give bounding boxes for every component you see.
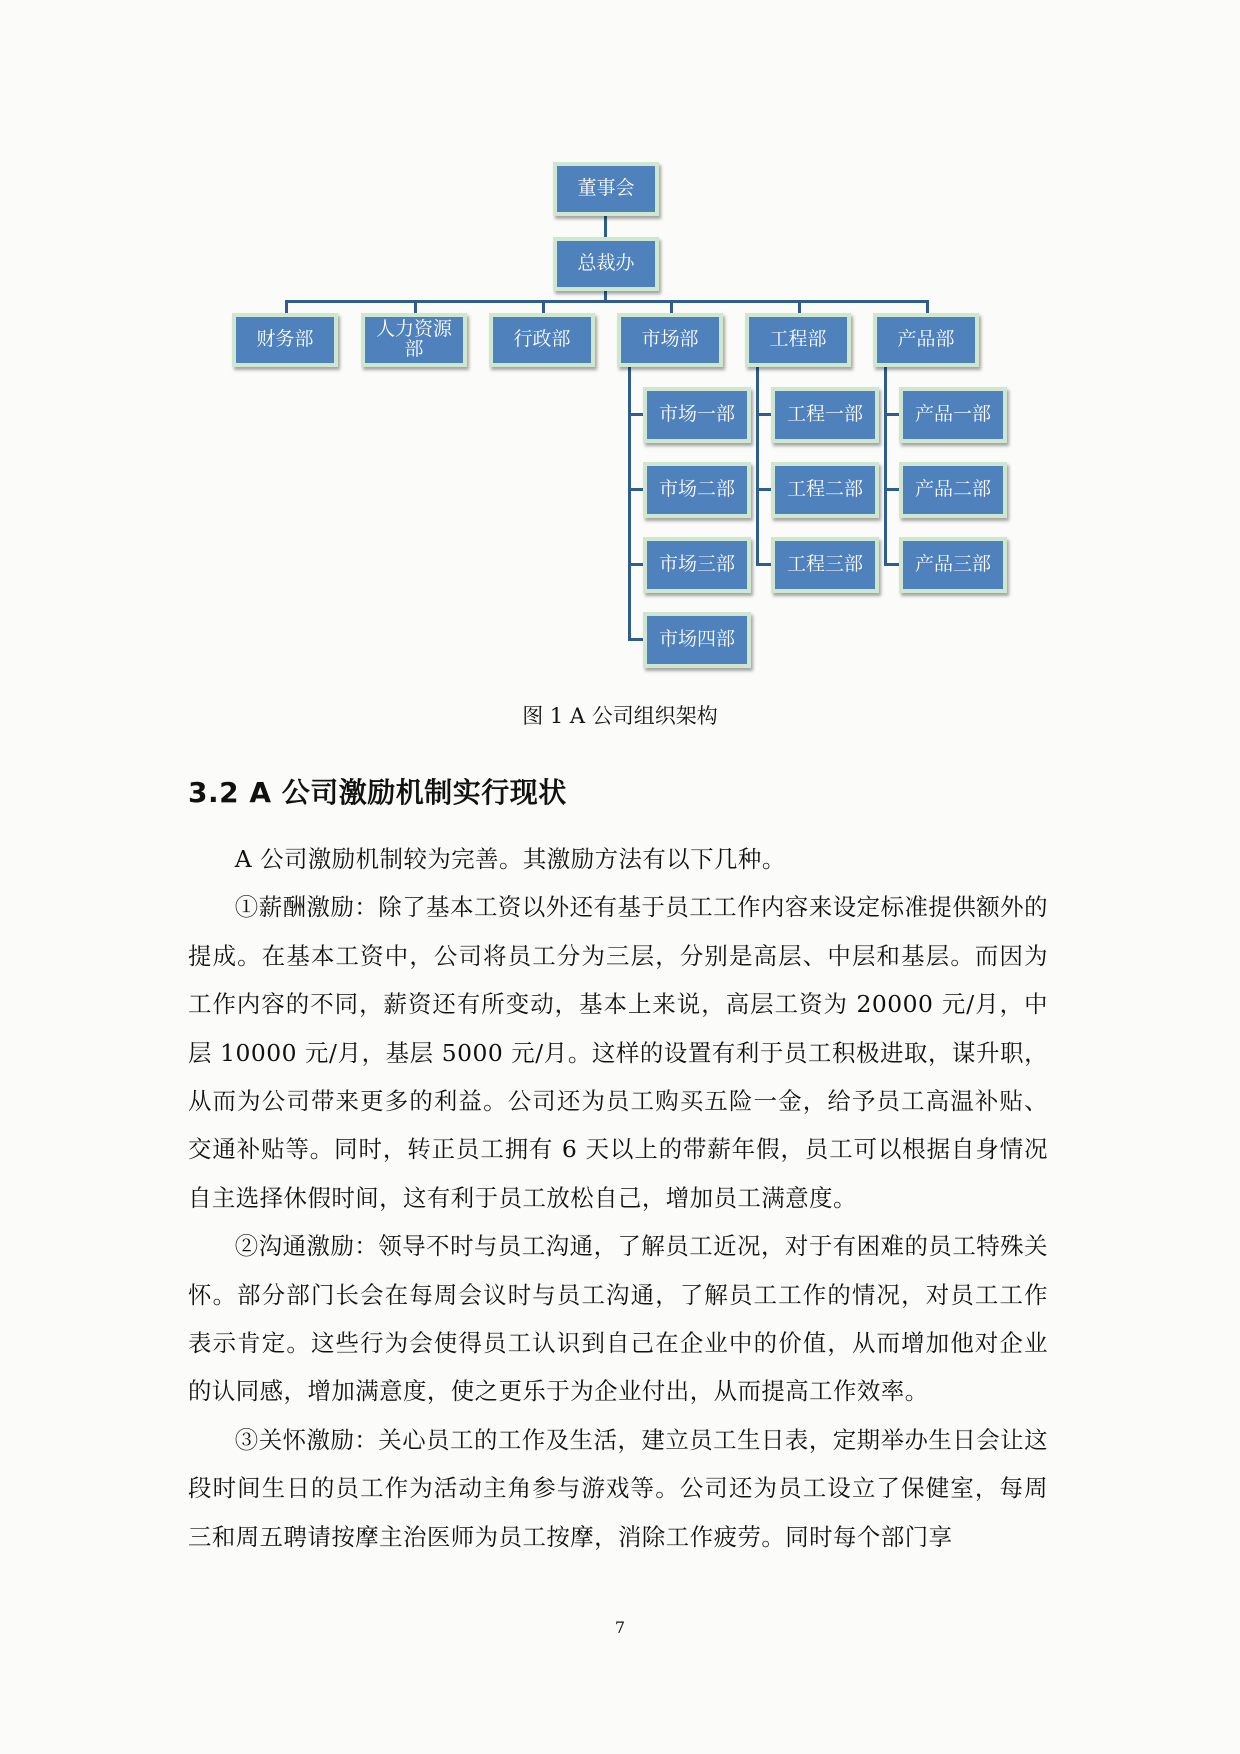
connector-line: [285, 300, 288, 314]
org-box-subdepartment: 工程三部: [771, 537, 879, 593]
connector-line: [604, 215, 607, 237]
org-box-department: 工程部: [745, 313, 851, 367]
connector-line: [285, 300, 929, 303]
connector-line: [884, 365, 887, 565]
connector-line: [628, 413, 644, 416]
org-box-board: 董事会: [553, 162, 659, 216]
connector-line: [926, 300, 929, 314]
org-box-subdepartment: 产品一部: [899, 387, 1007, 443]
paragraph: ③关怀激励：关心员工的工作及生活，建立员工生日表，定期举办生日会让这段时间生日的员工作为活动主角参与游戏等。公司还为员工设立了保健室，每周三和周五聘请按摩主治医师为员工按摩，消除工作疲劳。同时每个部门享: [188, 1425, 1048, 1551]
page-number: 7: [614, 1618, 626, 1637]
org-chart: [0, 0, 1240, 680]
paragraph: A 公司激励机制较为完善。其激励方法有以下几种。: [234, 845, 786, 873]
org-box-subdepartment: 产品二部: [899, 462, 1007, 518]
org-box-department: 人力资源部: [361, 313, 467, 367]
org-box-subdepartment: 工程二部: [771, 462, 879, 518]
connector-line: [884, 563, 900, 566]
connector-line: [798, 300, 801, 314]
org-box-subdepartment: 市场一部: [643, 387, 751, 443]
org-box-subdepartment: 工程一部: [771, 387, 879, 443]
connector-line: [756, 488, 772, 491]
org-box-department: 财务部: [232, 313, 338, 367]
connector-line: [628, 563, 644, 566]
figure-caption: 图 1 A 公司组织架构: [522, 704, 718, 728]
connector-line: [756, 365, 759, 565]
org-box-department: 产品部: [873, 313, 979, 367]
body-text: [188, 835, 1048, 1561]
org-box-department: 行政部: [489, 313, 595, 367]
connector-line: [628, 638, 644, 641]
section-heading: 3.2 A 公司激励机制实行现状: [188, 776, 567, 809]
connector-line: [542, 300, 545, 314]
connector-line: [756, 563, 772, 566]
connector-line: [628, 365, 631, 639]
org-box-subdepartment: 市场二部: [643, 462, 751, 518]
connector-line: [756, 413, 772, 416]
connector-line: [414, 300, 417, 314]
org-box-subdepartment: 产品三部: [899, 537, 1007, 593]
connector-line: [670, 300, 673, 314]
org-box-subdepartment: 市场三部: [643, 537, 751, 593]
connector-line: [628, 488, 644, 491]
paragraph: ①薪酬激励：除了基本工资以外还有基于员工工作内容来设定标准提供额外的提成。在基本工资中，公司将员工分为三层，分别是高层、中层和基层。而因为工作内容的不同，薪资还有所变动，基本上来说，高层工资为 20000 元/月，中层 10000 元/月，基层 5000 元/月。这样的设置有利于员工积极进取，谋升职，从而为公司带来更多的利益。公司还为员工购买五险一金，给予员工高温补贴、交通补贴等。同时，转正员工拥有 6 天以上的带薪年假，员工可以根据自身情况自主选择休假时间，这有利于员工放松自己，增加员工满意度。: [188, 893, 1048, 1212]
connector-line: [884, 413, 900, 416]
org-box-subdepartment: 市场四部: [643, 612, 751, 668]
org-box-president: 总裁办: [553, 237, 659, 291]
paragraph: ②沟通激励：领导不时与员工沟通，了解员工近况，对于有困难的员工特殊关怀。部分部门长会在每周会议时与员工沟通，了解员工工作的情况，对员工工作表示肯定。这些行为会使得员工认识到自己在企业中的价值，从而增加他对企业的认同感，增加满意度，使之更乐于为企业付出，从而提高工作效率。: [188, 1232, 1048, 1406]
connector-line: [884, 488, 900, 491]
org-box-department: 市场部: [617, 313, 723, 367]
